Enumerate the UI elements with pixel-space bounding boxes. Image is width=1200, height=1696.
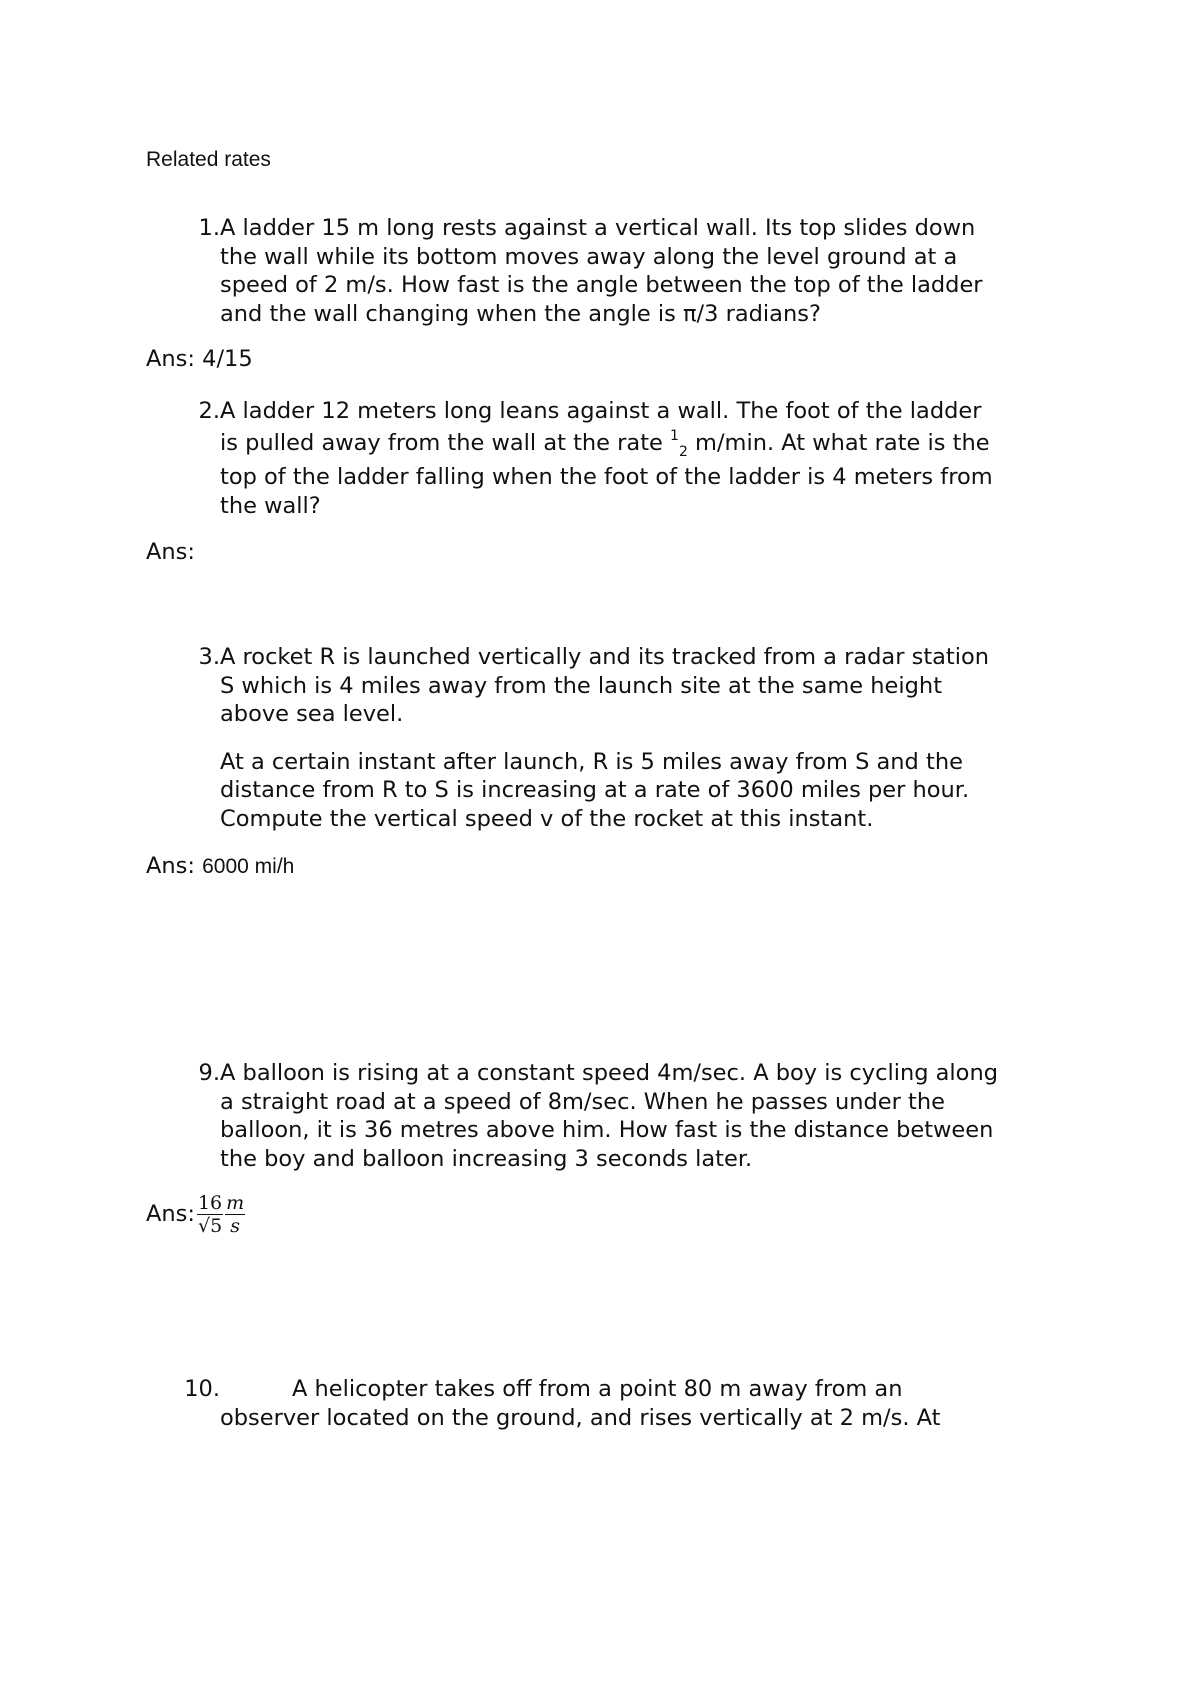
question-text bbox=[220, 1059, 1080, 1173]
question-line: A rocket R is launched vertically and its tracked from a radar station bbox=[220, 644, 990, 670]
question-line: Compute the vertical speed v of the rocket at this instant. bbox=[220, 805, 874, 832]
question-line: At a certain instant after launch, R is 5 miles away from S and the bbox=[220, 748, 963, 775]
question-number: 2. bbox=[198, 398, 220, 424]
question-text bbox=[220, 1375, 1080, 1432]
question-text bbox=[220, 397, 1080, 520]
question-1 bbox=[180, 214, 1080, 328]
question-number: 3. bbox=[198, 644, 220, 670]
unit-numerator: m bbox=[226, 1192, 245, 1214]
question-line: A balloon is rising at a constant speed 4m/sec. A boy is cycling along bbox=[220, 1060, 998, 1086]
question-10 bbox=[180, 1375, 1080, 1432]
question-2 bbox=[180, 397, 1080, 520]
fraction-denominator: √5 bbox=[197, 1215, 223, 1237]
answer-1 bbox=[146, 345, 253, 374]
question-line: the boy and balloon increasing 3 seconds later. bbox=[220, 1145, 753, 1172]
answer-label: Ans: bbox=[146, 1201, 195, 1227]
question-line: distance from R to S is increasing at a rate of 3600 miles per hour. bbox=[220, 777, 970, 803]
question-line: speed of 2 m/s. How fast is the angle between the top of the ladder bbox=[220, 272, 983, 298]
fraction-numerator: 16 bbox=[197, 1192, 223, 1214]
answer-label: Ans: bbox=[146, 539, 195, 565]
question-line: and the wall changing when the angle is π/3 radians? bbox=[220, 300, 821, 327]
question-line: the wall while its bottom moves away along the level ground at a bbox=[220, 243, 958, 270]
document-title: Related rates bbox=[146, 148, 271, 171]
question-line: A ladder 15 m long rests against a vertical wall. Its top slides down bbox=[220, 215, 976, 241]
question-line: observer located on the ground, and rises vertically at 2 m/s. At bbox=[220, 1404, 941, 1431]
question-line: balloon, it is 36 metres above him. How fast is the distance between bbox=[220, 1117, 994, 1143]
question-9 bbox=[180, 1059, 1080, 1173]
question-line: a straight road at a speed of 8m/sec. When he passes under the bbox=[220, 1088, 945, 1115]
question-text bbox=[220, 214, 1080, 328]
answer-3 bbox=[146, 852, 294, 882]
question-line bbox=[220, 429, 1080, 461]
answer-value: 6000 mi/h bbox=[202, 855, 295, 878]
fraction-numerator: 1 bbox=[670, 427, 679, 444]
question-line: S which is 4 miles away from the launch site at the same height bbox=[220, 672, 943, 699]
question-number: 1. bbox=[198, 215, 220, 241]
answer-label: Ans: bbox=[146, 346, 195, 372]
question-line: A helicopter takes off from a point 80 m away from an bbox=[292, 1376, 903, 1402]
answer-2 bbox=[146, 538, 195, 567]
answer-9 bbox=[146, 1192, 245, 1237]
answer-fraction bbox=[197, 1192, 223, 1237]
question-line-segment: m/min. At what rate is the bbox=[687, 429, 990, 456]
answer-value: 4/15 bbox=[202, 346, 253, 372]
question-line: above sea level. bbox=[220, 701, 404, 727]
fraction-denominator: 2 bbox=[678, 443, 688, 460]
answer-label: Ans: bbox=[146, 853, 195, 879]
question-line: top of the ladder falling when the foot of the ladder is 4 meters from bbox=[220, 464, 993, 490]
question-number: 10. bbox=[184, 1376, 220, 1402]
question-line: A ladder 12 meters long leans against a wall. The foot of the ladder bbox=[220, 398, 982, 424]
question-number: 9. bbox=[198, 1060, 220, 1086]
question-line: the wall? bbox=[220, 492, 321, 519]
question-3 bbox=[180, 643, 1080, 833]
question-text bbox=[220, 643, 1080, 833]
question-line-segment: is pulled away from the wall at the rate bbox=[220, 429, 671, 456]
unit-denominator: s bbox=[230, 1215, 241, 1237]
unit-fraction bbox=[225, 1192, 245, 1237]
